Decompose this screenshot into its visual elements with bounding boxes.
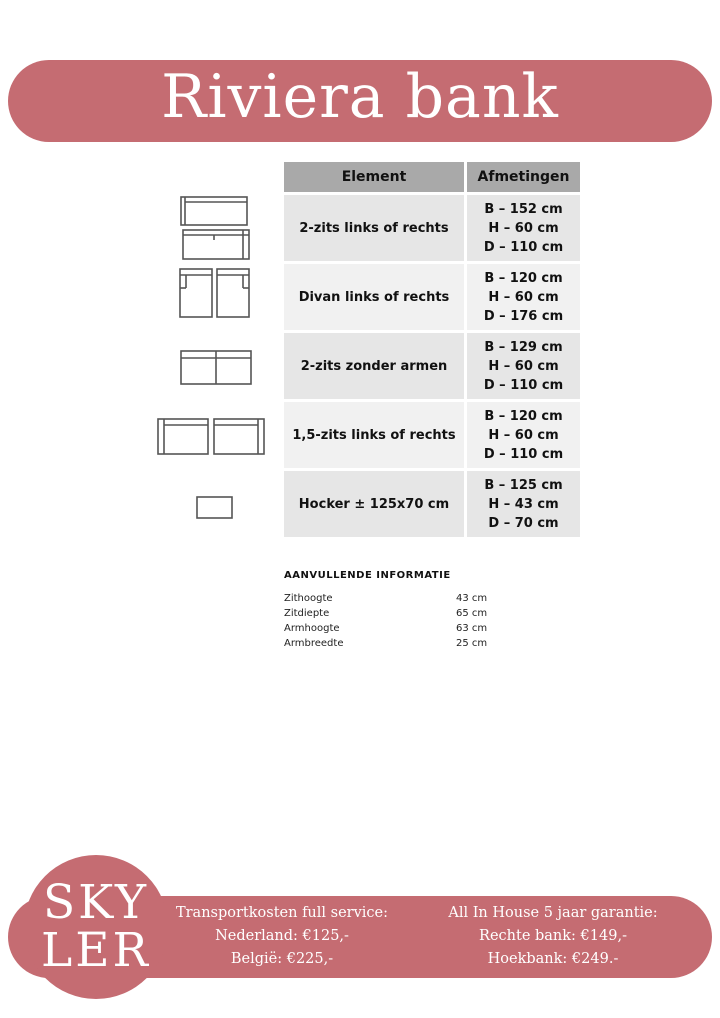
- dim-width: B – 120 cm: [484, 408, 563, 424]
- title-banner: [8, 60, 712, 142]
- additional-info-title: AANVULLENDE INFORMATIE: [284, 570, 451, 581]
- dim-height: H – 43 cm: [488, 496, 559, 512]
- dim-height: H – 60 cm: [488, 358, 559, 374]
- info-row: [284, 621, 504, 636]
- element-dimensions: [467, 264, 580, 333]
- warranty-info: [440, 902, 666, 971]
- table-row: [284, 471, 580, 540]
- dimensions-table: [284, 162, 580, 540]
- element-name: 2-zits links of rechts: [284, 195, 467, 264]
- info-value: 43 cm: [456, 593, 488, 604]
- element-dimensions: [467, 471, 580, 540]
- dim-width: B – 152 cm: [484, 201, 563, 217]
- table-row: [284, 195, 580, 264]
- logo-text-bottom: LER: [41, 923, 151, 978]
- element-dimensions: [467, 402, 580, 471]
- element-name: Divan links of rechts: [284, 264, 467, 333]
- header-element: Element: [284, 162, 467, 195]
- transport-be: België: €225,-: [230, 951, 334, 967]
- element-name: 2-zits zonder armen: [284, 333, 467, 402]
- dim-depth: D – 176 cm: [483, 308, 564, 324]
- info-row: [284, 636, 504, 651]
- info-value: 65 cm: [456, 608, 488, 619]
- transport-nl: Nederland: €125,-: [215, 928, 349, 944]
- info-row: [284, 606, 504, 621]
- page-title: Riviera bank: [161, 62, 559, 132]
- element-name: 1,5-zits links of rechts: [284, 402, 467, 471]
- dim-depth: D – 110 cm: [483, 377, 564, 393]
- dim-depth: D – 70 cm: [488, 515, 559, 531]
- element-dimensions: [467, 333, 580, 402]
- additional-info: [284, 570, 504, 651]
- dim-height: H – 60 cm: [488, 220, 559, 236]
- info-label: Zithoogte: [284, 593, 333, 604]
- element-dimensions: [467, 195, 580, 264]
- table-row: [284, 264, 580, 333]
- two-seater-sofa-icon: [180, 196, 250, 262]
- warranty-corner: Hoekbank: €249.-: [487, 951, 619, 967]
- one-and-half-seater-icon: [157, 418, 267, 456]
- dim-depth: D – 110 cm: [483, 239, 564, 255]
- skyler-logo: [24, 855, 168, 999]
- table-row: [284, 402, 580, 471]
- logo-text-top: SKY: [42, 875, 150, 930]
- info-value: 63 cm: [456, 623, 488, 634]
- dim-width: B – 129 cm: [484, 339, 563, 355]
- info-label: Armhoogte: [284, 623, 340, 634]
- info-row: [284, 591, 504, 606]
- dim-width: B – 120 cm: [484, 270, 563, 286]
- table-row: [284, 333, 580, 402]
- warranty-straight: Rechte bank: €149,-: [479, 928, 627, 944]
- info-value: 25 cm: [456, 638, 488, 649]
- dim-depth: D – 110 cm: [483, 446, 564, 462]
- dim-height: H – 60 cm: [488, 289, 559, 305]
- divan-chaise-icon: [179, 268, 251, 320]
- dim-width: B – 125 cm: [484, 477, 563, 493]
- info-label: Armbreedte: [284, 638, 344, 649]
- hocker-icon: [196, 496, 234, 520]
- warranty-title: All In House 5 jaar garantie:: [448, 905, 658, 921]
- table-header-row: [284, 162, 580, 195]
- header-dimensions: Afmetingen: [467, 162, 580, 195]
- transport-costs: [172, 902, 392, 971]
- armless-two-seater-icon: [180, 350, 252, 386]
- info-label: Zitdiepte: [284, 608, 330, 619]
- dim-height: H – 60 cm: [488, 427, 559, 443]
- element-name: Hocker ± 125x70 cm: [284, 471, 467, 540]
- transport-title: Transportkosten full service:: [175, 905, 389, 921]
